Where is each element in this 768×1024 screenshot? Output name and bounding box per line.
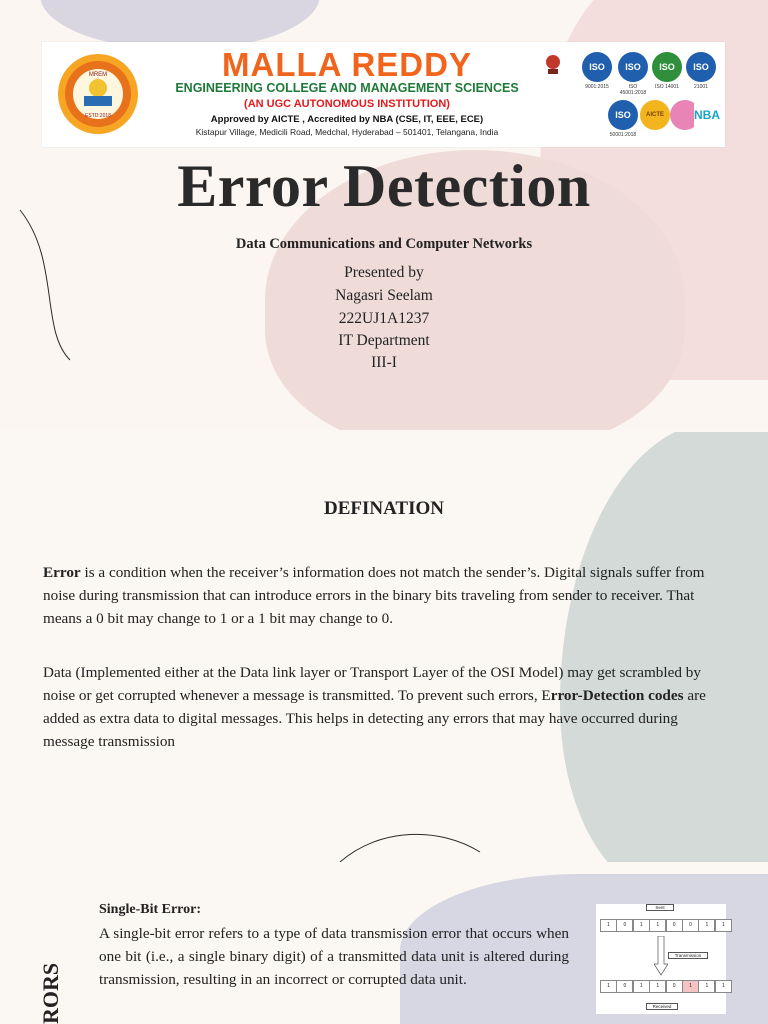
iso-badge-icon: ISO [608,100,638,130]
iso-badge-icon: ISO [618,52,648,82]
detection-codes-term: rror-Detection codes [550,687,684,704]
college-name: MALLA REDDY [222,46,472,83]
detection-text-end: are added as extra data to digital messages. This helps in detecting any errors that may have occurred during message transmission [43,687,706,750]
sent-bit: 1 [649,919,666,932]
received-bit: 1 [649,980,666,993]
side-label: RORS [38,962,63,1024]
presenter-name: Nagasri Seelam [335,287,433,304]
sent-bit: 1 [698,919,715,932]
college-autonomous: (AN UGC AUTONOMOUS INSTITUTION) [244,98,450,110]
single-bit-title: Single-Bit Error: [99,902,202,917]
sent-label: Sent [646,904,674,911]
presenter-year: III-I [371,354,397,371]
badge-caption: 21001 [694,84,708,90]
college-approval: Approved by AICTE , Accredited by NBA (CSE, IT, EEE, ECE) [210,114,484,125]
received-bit: 0 [616,980,633,993]
college-subtitle: ENGINEERING COLLEGE AND MANAGEMENT SCIENCES [175,81,519,95]
badge-caption: ISO 45001:2018 [619,84,647,96]
college-logo-icon [56,52,140,136]
single-bit-description: A single-bit error refers to a type of data transmission error that occurs when one bit (i.e., a single binary digit) of a transmitted data unit is altered during transmission, resulting in an incorrect or corrupted data unit. [99,925,569,988]
received-label: Received [646,1003,678,1010]
definition-page [0,432,768,862]
received-bits-row [600,980,731,993]
received-bit: 1 [600,980,617,993]
iso-badge-icon: ISO [652,52,682,82]
sent-bit: 1 [715,919,732,932]
received-bit: 1 [698,980,715,993]
sent-bit: 1 [633,919,650,932]
college-address: Kistapur Village, Medicili Road, Medchal, Hyderabad – 501401, Telangana, India [195,127,499,137]
title-page [0,0,768,430]
down-arrow-icon [654,936,668,976]
presenter-dept: IT Department [338,332,430,349]
presenter-roll: 222UJ1A1237 [338,310,430,327]
received-bit-error: 1 [682,980,699,993]
sent-bit: 0 [666,919,683,932]
received-bit: 1 [633,980,650,993]
accreditation-badges [542,48,720,142]
error-definition-text: is a condition when the receiver’s information does not match the sender’s. Digital signals suffer from noise during transmission that can introduce errors in the binary bits traveling from sender to receiver. That means a 0 bit may change to 1 or a 1 bit may change to 0. [43,564,705,627]
badge-caption: 50001:2018 [609,132,637,138]
decor-curve [0,432,768,862]
logo-year: ESTD:2018 [85,113,111,119]
sent-bit: 0 [682,919,699,932]
received-bit: 1 [715,980,732,993]
iso-badge-icon: ISO [686,52,716,82]
badge-caption: 9001:2015 [585,84,609,90]
aicte-badge-icon: AICTE [640,100,670,130]
badge-caption: ISO 14001 [655,84,679,90]
college-banner [42,42,725,147]
course-subtitle: Data Communications and Computer Networks [235,236,533,252]
error-definition-paragraph [43,561,728,630]
sent-bit: 0 [616,919,633,932]
sent-bit: 1 [600,919,617,932]
logo-text: MREM [88,72,108,78]
detection-text-start: Data (Implemented either at the Data link layer or Transport Layer of the OSI Model) may get scrambled by noise or get corrupted whenever a message is transmitted. To prevent such errors, E [43,664,701,704]
iso-badge-icon: ISO [582,52,612,82]
sent-bits-row [600,919,731,932]
error-term: Error [43,564,81,581]
nba-badge-icon: NBA [694,102,720,128]
detection-paragraph [43,661,728,753]
transmission-label: Transmission [668,952,708,959]
errors-page [0,864,768,1024]
page-title: Error Detection [177,153,591,219]
received-bit: 0 [666,980,683,993]
ugc-emblem-icon [544,54,562,76]
single-bit-diagram [596,904,726,1014]
presenter-line: Presented by [344,264,424,281]
section-heading: DEFINATION [324,498,444,519]
